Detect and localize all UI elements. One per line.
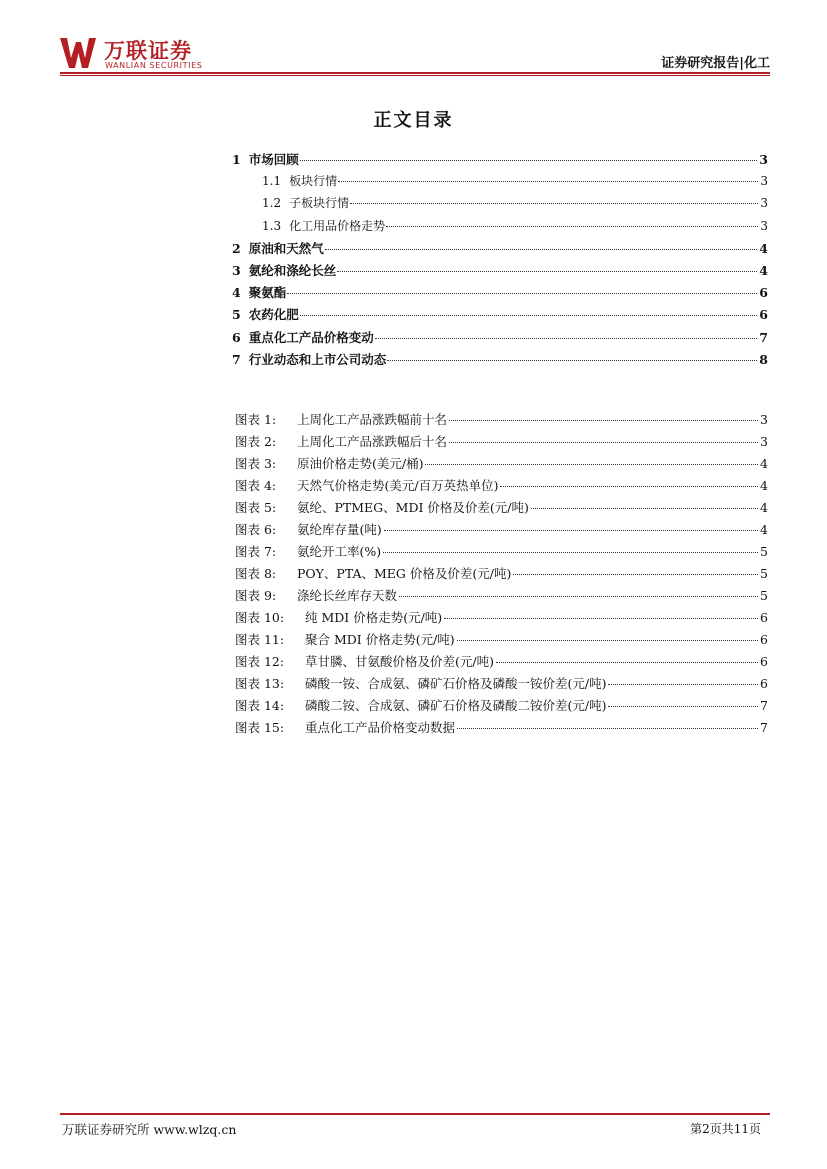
- toc-entry-number: 1.2: [262, 196, 282, 211]
- toc-entry-label: 农药化肥: [248, 307, 299, 323]
- toc-entry[interactable]: [232, 261, 768, 283]
- figure-entry-title: 上周化工产品涨跌幅前十名: [297, 412, 448, 427]
- figure-entry-title: 重点化工产品价格变动数据: [305, 720, 456, 735]
- toc-entry-page: 6: [759, 285, 768, 301]
- logo-chinese-name: 万联证券: [104, 39, 192, 63]
- dot-leader: [287, 293, 757, 294]
- toc-entry-page: 3: [759, 152, 768, 167]
- table-of-contents: [232, 150, 768, 372]
- figure-entry-title: 氨纶开工率(%): [297, 544, 382, 559]
- footer-institute: 万联证券研究所 www.wlzq.cn: [62, 1122, 237, 1137]
- header-divider-thin: [60, 75, 770, 76]
- toc-entry-label: 原油和天然气: [248, 240, 324, 256]
- toc-entry-number: 2: [232, 240, 241, 256]
- figure-entry[interactable]: [235, 498, 768, 520]
- toc-entry[interactable]: [232, 194, 768, 216]
- toc-entry[interactable]: [232, 328, 768, 350]
- figure-entry-page: 6: [760, 654, 768, 669]
- figure-entry[interactable]: [235, 476, 768, 498]
- dot-leader: [425, 464, 758, 465]
- figure-entry[interactable]: [235, 586, 768, 608]
- figure-entry[interactable]: [235, 432, 768, 454]
- dot-leader: [457, 640, 758, 641]
- figure-entry-label: 图表 14:: [235, 698, 285, 713]
- figure-entry-title: 原油价格走势(美元/桶): [297, 456, 424, 471]
- figure-entry[interactable]: [235, 674, 768, 696]
- figure-entry-page: 4: [760, 522, 768, 537]
- toc-entry-page: 3: [760, 174, 768, 189]
- figure-entry-page: 4: [760, 478, 768, 493]
- figure-entry-page: 7: [760, 720, 768, 735]
- toc-entry-number: 1.1: [262, 174, 282, 189]
- figure-entry-page: 3: [760, 434, 768, 449]
- toc-entry[interactable]: [232, 172, 768, 194]
- toc-entry-page: 4: [759, 240, 768, 256]
- wanlian-w-logo-icon: [60, 36, 96, 70]
- figure-entry[interactable]: [235, 608, 768, 630]
- figure-entry-title: 聚合 MDI 价格走势(元/吨): [305, 632, 455, 647]
- figure-entry[interactable]: [235, 520, 768, 542]
- figure-entry[interactable]: [235, 454, 768, 476]
- toc-entry[interactable]: [232, 350, 768, 372]
- toc-entry-number: 5: [232, 307, 241, 323]
- figure-entry-label: 图表 5:: [235, 500, 277, 515]
- figure-entry-title: 磷酸二铵、合成氨、磷矿石价格及磷酸二铵价差(元/吨): [305, 698, 607, 713]
- figure-entry-page: 6: [760, 610, 768, 625]
- figure-entry-page: 4: [760, 500, 768, 515]
- dot-leader: [399, 596, 758, 597]
- toc-entry-number: 4: [232, 285, 241, 301]
- dot-leader: [457, 728, 758, 729]
- figure-entry-label: 图表 15:: [235, 720, 285, 735]
- figure-entry-label: 图表 10:: [235, 610, 285, 625]
- report-category: 证券研究报告|化工: [661, 56, 770, 71]
- dot-leader: [444, 618, 758, 619]
- logo-english-name: WANLIAN SECURITIES: [105, 61, 203, 70]
- figure-entry-title: 涤纶长丝库存天数: [297, 588, 398, 603]
- figure-entry-title: 氨纶、PTMEG、MDI 价格及价差(元/吨): [297, 500, 529, 515]
- dot-leader: [338, 181, 758, 182]
- toc-entry-label: 重点化工产品价格变动: [248, 329, 374, 345]
- figure-entry-label: 图表 8:: [235, 566, 277, 581]
- dot-leader: [300, 315, 758, 316]
- toc-entry-label: 市场回顾: [248, 152, 299, 167]
- footer-divider: [60, 1113, 770, 1115]
- figure-entry-page: 4: [760, 456, 768, 471]
- figure-entry[interactable]: [235, 652, 768, 674]
- toc-entry[interactable]: [232, 217, 768, 239]
- toc-entry-number: 1.3: [262, 218, 282, 233]
- toc-entry-number: 1: [232, 152, 241, 167]
- figure-entry-label: 图表 3:: [235, 456, 277, 471]
- toc-entry-label: 子板块行情: [289, 196, 350, 211]
- toc-entry-label: 氨纶和涤纶长丝: [248, 262, 337, 278]
- dot-leader: [383, 552, 758, 553]
- dot-leader: [531, 508, 758, 509]
- figure-entry-page: 6: [760, 676, 768, 691]
- figure-entry-page: 5: [760, 544, 768, 559]
- figure-entry[interactable]: [235, 696, 768, 718]
- figure-entry-title: 磷酸一铵、合成氨、磷矿石价格及磷酸一铵价差(元/吨): [305, 676, 607, 691]
- dot-leader: [608, 684, 758, 685]
- figure-entry-label: 图表 13:: [235, 676, 285, 691]
- dot-leader: [387, 360, 757, 361]
- toc-entry-page: 6: [759, 307, 768, 323]
- figure-list: [235, 410, 768, 740]
- figure-entry-label: 图表 11:: [235, 632, 285, 647]
- toc-entry-label: 化工用品价格走势: [289, 218, 386, 233]
- company-logo: [60, 36, 230, 72]
- toc-entry-page: 4: [759, 262, 768, 278]
- figure-entry-label: 图表 6:: [235, 522, 277, 537]
- figure-entry-label: 图表 7:: [235, 544, 277, 559]
- page-number: 第2页共11页: [690, 1122, 761, 1136]
- dot-leader: [325, 249, 758, 250]
- dot-leader: [500, 486, 758, 487]
- figure-entry-page: 6: [760, 632, 768, 647]
- figure-entry-title: 天然气价格走势(美元/百万英热单位): [297, 478, 499, 493]
- toc-entry-number: 6: [232, 329, 241, 345]
- dot-leader: [513, 574, 758, 575]
- dot-leader: [300, 160, 758, 161]
- toc-entry-page: 3: [760, 218, 768, 233]
- toc-entry-page: 8: [759, 351, 768, 367]
- toc-entry-number: 3: [232, 262, 241, 278]
- figure-entry-label: 图表 12:: [235, 654, 285, 669]
- figure-entry-title: 氨纶库存量(吨): [297, 522, 382, 537]
- dot-leader: [449, 442, 758, 443]
- figure-entry-label: 图表 1:: [235, 412, 277, 427]
- figure-entry[interactable]: [235, 630, 768, 652]
- figure-entry[interactable]: [235, 564, 768, 586]
- toc-title: 正文目录: [373, 110, 454, 131]
- dot-leader: [337, 271, 757, 272]
- toc-entry-label: 聚氨酯: [248, 285, 287, 301]
- figure-entry-page: 3: [760, 412, 768, 427]
- page-header: [60, 36, 770, 72]
- header-divider: [60, 72, 770, 74]
- figure-entry-page: 5: [760, 588, 768, 603]
- toc-entry-page: 3: [760, 196, 768, 211]
- dot-leader: [384, 530, 758, 531]
- figure-entry-title: 纯 MDI 价格走势(元/吨): [305, 610, 443, 625]
- figure-entry-page: 7: [760, 698, 768, 713]
- toc-entry-label: 行业动态和上市公司动态: [248, 351, 387, 367]
- figure-entry[interactable]: [235, 542, 768, 564]
- figure-entry-label: 图表 4:: [235, 478, 277, 493]
- dot-leader: [496, 662, 758, 663]
- toc-entry[interactable]: [232, 239, 768, 261]
- figure-entry-label: 图表 2:: [235, 434, 277, 449]
- figure-entry-title: POY、PTA、MEG 价格及价差(元/吨): [297, 566, 512, 581]
- figure-entry[interactable]: [235, 410, 768, 432]
- toc-entry[interactable]: [232, 305, 768, 327]
- toc-entry-label: 板块行情: [289, 174, 338, 189]
- dot-leader: [608, 706, 758, 707]
- dot-leader: [386, 226, 758, 227]
- figure-entry-title: 上周化工产品涨跌幅后十名: [297, 434, 448, 449]
- figure-entry[interactable]: [235, 718, 768, 740]
- dot-leader: [350, 203, 758, 204]
- toc-entry[interactable]: [232, 283, 768, 305]
- figure-entry-page: 5: [760, 566, 768, 581]
- figure-entry-label: 图表 9:: [235, 588, 277, 603]
- toc-entry-number: 7: [232, 351, 241, 367]
- figure-entry-title: 草甘膦、甘氨酸价格及价差(元/吨): [305, 654, 494, 669]
- toc-entry[interactable]: [232, 150, 768, 172]
- toc-entry-page: 7: [759, 329, 768, 345]
- dot-leader: [375, 338, 758, 339]
- dot-leader: [449, 420, 758, 421]
